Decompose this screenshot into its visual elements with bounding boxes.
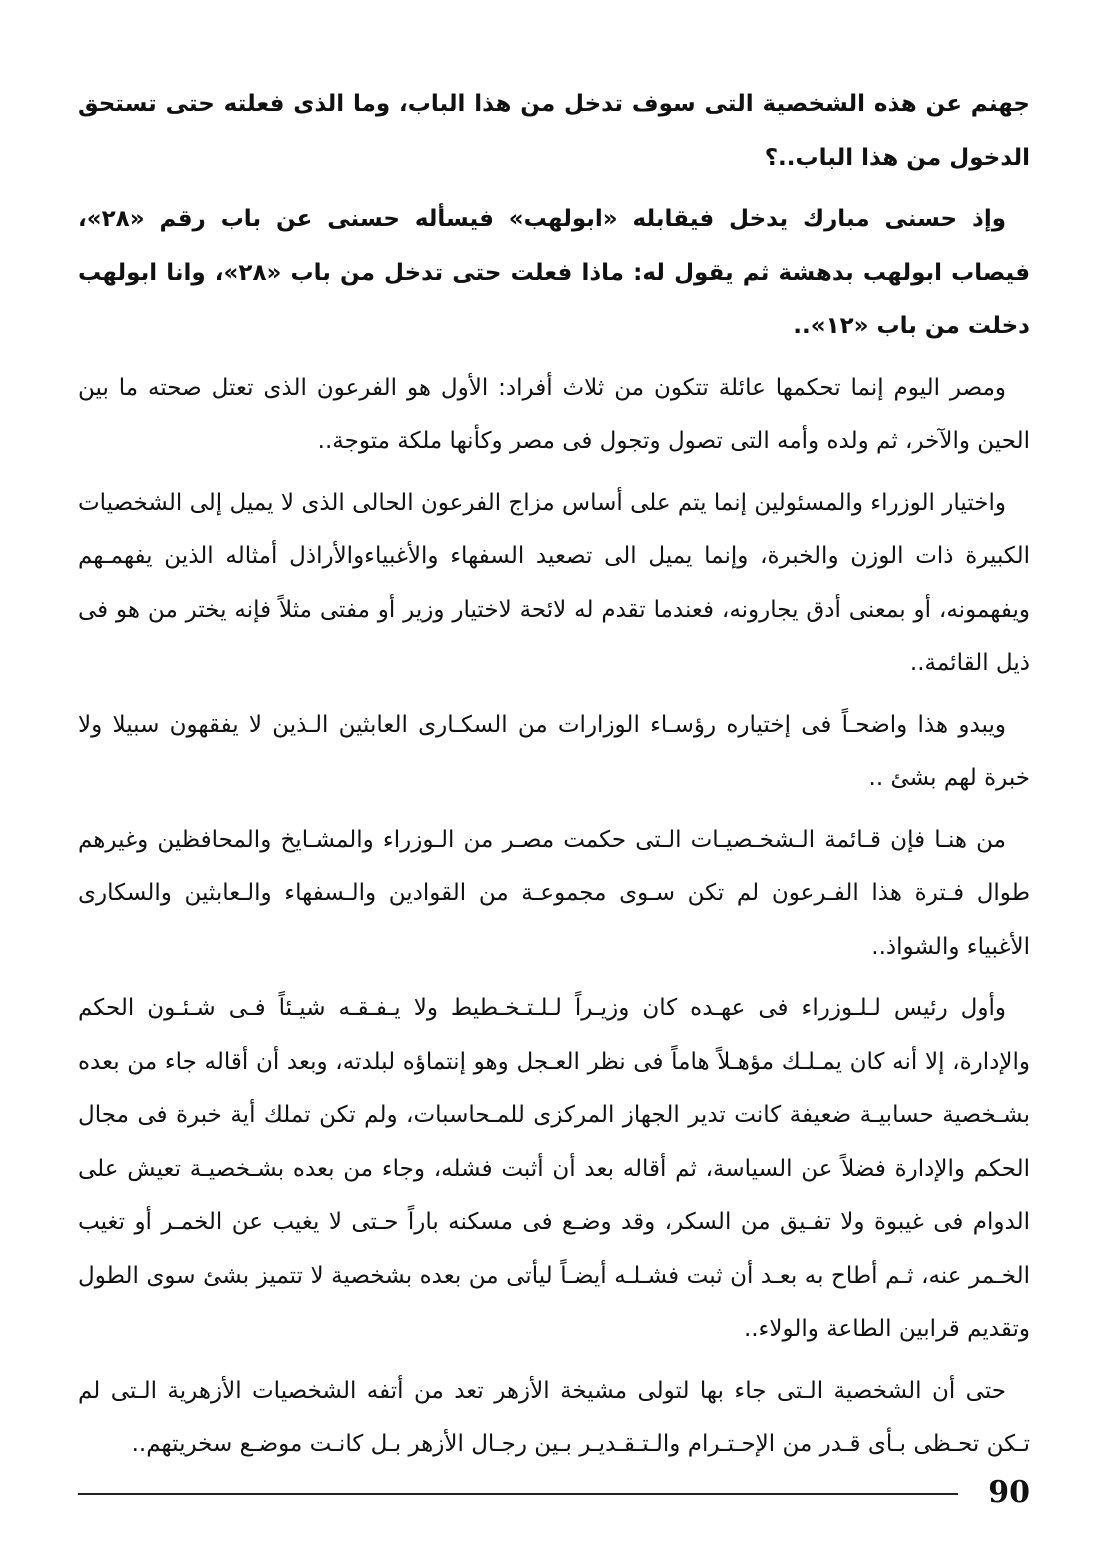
footer-rule: [78, 1493, 958, 1495]
paragraph-2: وإذ حسنى مبارك يدخل فيقابله «ابولهب» فيسأله حسنى عن باب رقم «٢٨»، فيصاب ابولهب بدهشة ثم يقول له: ماذا فعلت حتى تدخل من باب «٢٨»، وانا ابولهب دخلت من باب «١٢»..: [78, 206, 1031, 339]
paragraph-7: وأول رئيس لـلـوزراء فى عهـده كان وزيـراً لـلـتـخـطيط ولا يـفـقـه شيـئاً فـى شـئـون الحكم والإدارة، إلا أنه كان يمـلـك مؤهـلاً هاماً فى نظر العـجل وهو إنتماؤه لبلدته، وبعد أن أقاله جاء من بعده بشـخصية حسابيـة ضعيفة كانت تدير الجهاز المركزى للمـحاسبات، ولم تكن تملك أية خبرة فى مجال الحكم والإدارة فضلاً عن السياسة، ثم أقاله بعد أن أثبت فشله، وجاء من بعده بشـخصيـة تعيش على الدوام فى غيبوة ولا تفـيق من السكر، وقد وضـع فى مسكنه باراً حـتى لا يغيب عن الخمـر أو تغيب الخـمر عنه، ثـم أطاح به بعـد أن ثبت فشـلـه أيضـاً ليأتى من بعده بشخصية لا تتميز بشئ سوى الطول وتقديم قرابين الطاعة والولاء..: [78, 995, 1030, 1342]
page-footer: [78, 1475, 1030, 1515]
paragraph-5: ويبدو هذا واضحـاً فى إختياره رؤسـاء الوزارات من السكـارى العابثين الـذين لا يفقهون سبيلا ولا خبرة لهم بشئ ..: [78, 711, 1030, 791]
paragraph-1: جهنم عن هذه الشخصية التى سوف تدخل من هذا الباب، وما الذى فعلته حتى تستحق الدخول من هذا الباب..؟: [78, 91, 1030, 171]
paragraph-6: من هنـا فإن قـائمة الـشخـصيـات الـتى حكمت مصـر من الـوزراء والمشـايخ والمحافظين وغيرهم طوال فـترة هذا الفـرعون لم تكن سـوى مجموعـة من القوادين والـسفهاء والـعابثين والسكارى الأغبياء والشواذ..: [78, 826, 1030, 960]
paragraph-3: ومصر اليوم إنما تحكمها عائلة تتكون من ثلاث أفراد: الأول هو الفرعون الذى تعتل صحته ما بين الحين والآخر، ثم ولده وأمه التى تصول وتجول فى مصر وكأنها ملكة متوجة..: [78, 374, 1030, 454]
paragraph-8: حتى أن الشخصية الـتى جاء بها لتولى مشيخة الأزهر تعد من أتفه الشخصيات الأزهرية الـتى لم تـكن تحـظى بـأى قـدر من الإحـتـرام والـتـقـديـر بـين رجـال الأزهر بـل كانـت موضـع سخريتهم..: [78, 1377, 1030, 1457]
paragraph-4: واختيار الوزراء والمسئولين إنما يتم على أساس مزاج الفرعون الحالى الذى لا يميل إلى الشخصيات الكبيرة ذات الوزن والخبرة، وإنما يميل الى تصعيد السفهاء والأغبياءوالأراذل أمثاله الذين يفهمـهم ويفهمونه، أو بمعنى أدق يجارونه، فعندما تقدم له لائحة لاختيار وزير أو مفتى مثلاً فإنه يختر من هو فى ذيل القائمة..: [78, 489, 1030, 676]
page-body: [78, 78, 1030, 1480]
page-number: 90: [988, 1475, 1030, 1510]
